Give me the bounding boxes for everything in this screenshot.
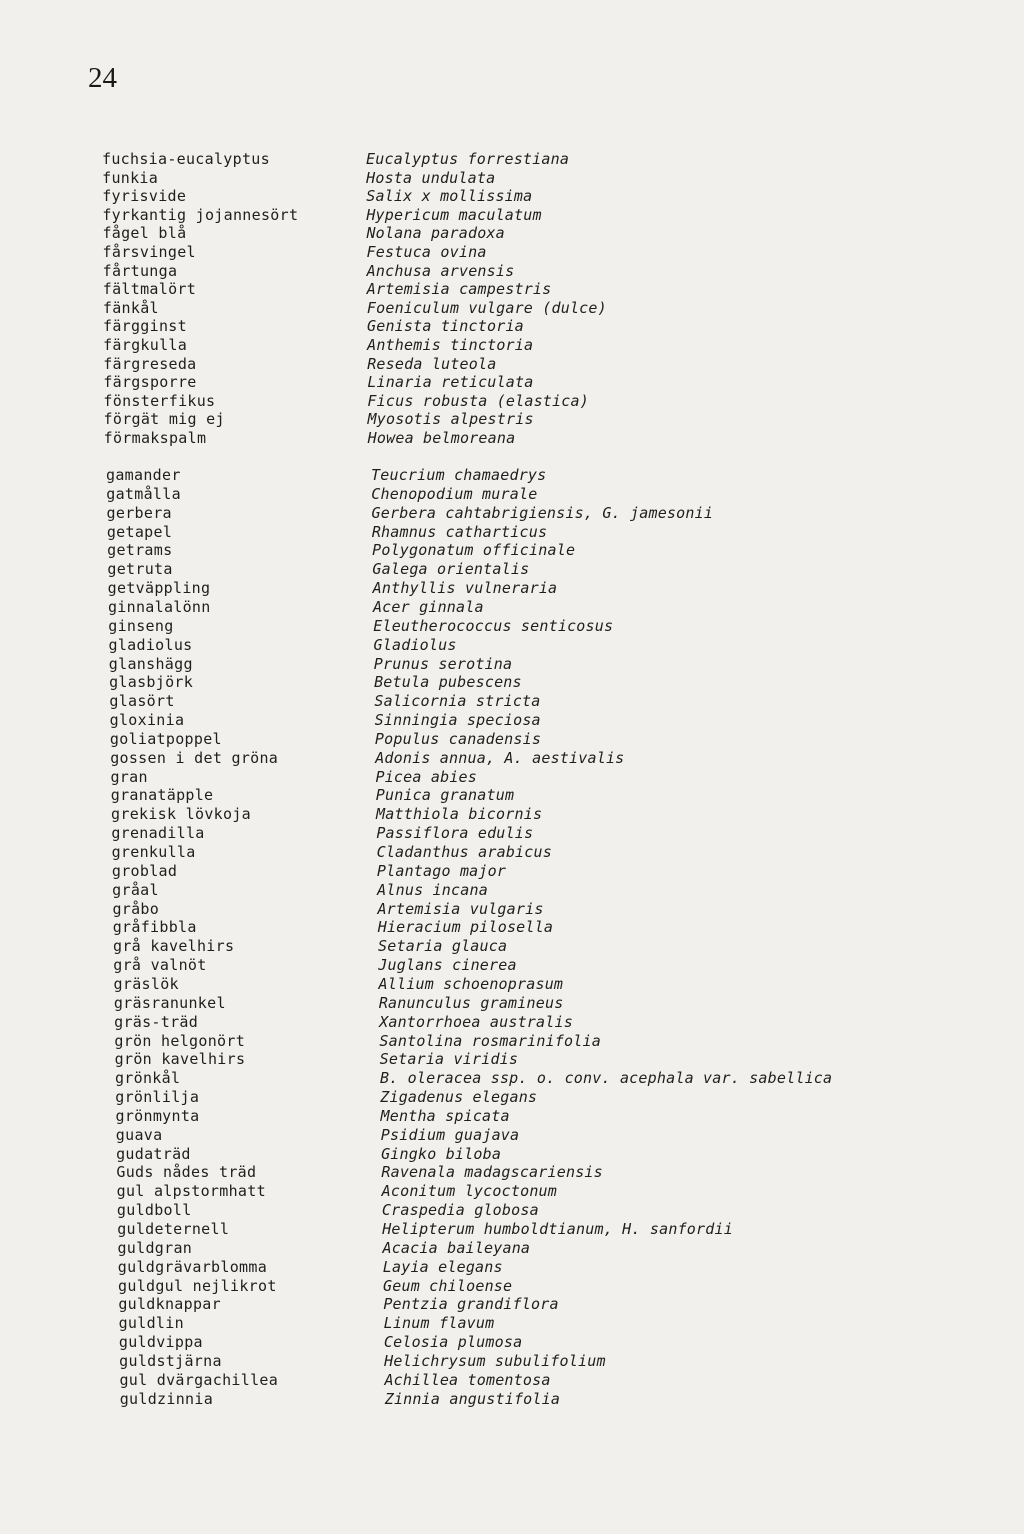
swedish-name: guldgrävarblomma (117, 1257, 268, 1276)
latin-name: Ranunculus gramineus (378, 993, 564, 1012)
swedish-name: fuchsia-eucalyptus (102, 150, 270, 168)
swedish-name: gräslök (113, 974, 179, 993)
latin-name: Genista tinctoria (366, 317, 524, 336)
latin-name: Juglans cinerea (378, 956, 517, 975)
latin-name: Chenopodium murale (371, 484, 538, 503)
swedish-name: förmakspalm (103, 429, 207, 447)
latin-name: Anthemis tinctoria (367, 336, 534, 354)
latin-name: Gladiolus (373, 635, 457, 654)
latin-name: Craspedia globosa (381, 1201, 539, 1220)
swedish-name: fårtunga (102, 261, 178, 280)
swedish-name: fyrisvide (102, 187, 187, 206)
swedish-name: fyrkantig jojannesört (102, 205, 299, 224)
swedish-name: funkia (102, 168, 159, 187)
swedish-name: grönkål (114, 1069, 181, 1088)
latin-name: Punica granatum (375, 786, 515, 805)
swedish-name: grön kavelhirs (114, 1050, 246, 1069)
latin-name: Layia elegans (382, 1257, 503, 1276)
latin-name: Zinnia angustifolia (384, 1389, 561, 1408)
swedish-name: grönmynta (115, 1106, 200, 1125)
swedish-name: färgkulla (103, 336, 188, 354)
swedish-name: grenadilla (111, 824, 205, 843)
swedish-name: guldzinnia (119, 1389, 214, 1408)
swedish-name: fågel blå (102, 224, 187, 243)
swedish-name: guava (115, 1125, 163, 1144)
latin-name: Hieracium pilosella (377, 918, 554, 937)
swedish-name: ginseng (108, 616, 174, 635)
latin-name: Polygonatum officinale (372, 541, 576, 560)
latin-name: Pentzia grandiflora (383, 1295, 559, 1314)
swedish-name: grå kavelhirs (113, 937, 235, 956)
latin-name: Anthyllis vulneraria (372, 579, 558, 598)
swedish-name: guldgran (117, 1238, 193, 1257)
latin-name: Santolina rosmarinifolia (379, 1031, 601, 1050)
latin-name: Eucalyptus forrestiana (366, 150, 570, 168)
latin-name: Populus canadensis (374, 729, 542, 748)
latin-name: Celosia plumosa (383, 1333, 523, 1352)
swedish-name: fönsterfikus (103, 391, 216, 410)
latin-name: Galega orientalis (372, 560, 530, 579)
swedish-name: gräs-träd (114, 1012, 199, 1031)
swedish-name: guldvippa (118, 1333, 203, 1352)
latin-name: Geum chiloense (383, 1276, 513, 1295)
latin-name: Salicornia stricta (374, 692, 541, 711)
latin-name: Gingko biloba (381, 1144, 502, 1163)
swedish-name: färgginst (102, 317, 187, 336)
swedish-name: gerbera (106, 503, 172, 522)
latin-name: Eleutherococcus senticosus (373, 616, 614, 635)
latin-name: Setaria viridis (379, 1050, 519, 1069)
swedish-name: ginnalalönn (107, 597, 211, 616)
latin-name: Zigadenus elegans (380, 1088, 538, 1107)
latin-name: Cladanthus arabicus (376, 843, 552, 861)
swedish-name: guldstjärna (119, 1351, 222, 1370)
latin-name: Howea belmoreana (367, 429, 516, 447)
swedish-name: fänkål (102, 298, 159, 317)
latin-name: Psidium guajava (380, 1125, 520, 1144)
swedish-name: gloxinia (109, 711, 185, 730)
latin-name: Picea abies (375, 767, 478, 786)
latin-name: Setaria glauca (378, 937, 508, 956)
latin-name: Helichrysum subulifolium (384, 1351, 606, 1370)
swedish-name: färgreseda (103, 354, 197, 373)
latin-name: Artemisia vulgaris (377, 899, 544, 918)
swedish-name: glanshägg (108, 654, 193, 673)
swedish-name: fältmalört (102, 280, 197, 299)
swedish-name: glasört (109, 692, 175, 711)
swedish-name: gossen i det gröna (110, 748, 279, 767)
swedish-name: fårsvingel (102, 243, 196, 261)
latin-name: Aconitum lycoctonum (381, 1182, 558, 1201)
latin-name: Linaria reticulata (367, 373, 534, 392)
swedish-name: gamander (106, 466, 181, 484)
latin-name: Nolana paradoxa (366, 224, 505, 243)
latin-name: Teucrium chamaedrys (371, 466, 547, 484)
swedish-name: guldgul nejlikrot (118, 1276, 277, 1295)
latin-name: Reseda luteola (367, 354, 497, 373)
latin-name: Salix x mollissima (366, 187, 533, 206)
latin-name: Anchusa arvensis (366, 261, 515, 280)
latin-name: Linum flavum (383, 1314, 495, 1333)
latin-name: Plantago major (376, 861, 507, 880)
swedish-name: grön helgonört (114, 1031, 246, 1050)
latin-name: Mentha spicata (380, 1106, 510, 1125)
swedish-name: goliatpoppel (109, 729, 222, 748)
swedish-name: gräsranunkel (113, 993, 226, 1012)
latin-name: Foeniculum vulgare (dulce) (366, 298, 607, 317)
swedish-name: guldknappar (118, 1295, 221, 1314)
latin-name: Allium schoenoprasum (378, 974, 564, 993)
latin-name: Betula pubescens (374, 673, 522, 692)
latin-name: Artemisia campestris (366, 280, 552, 299)
swedish-name: gudaträd (116, 1144, 191, 1163)
swedish-name: gul alpstormhatt (116, 1182, 266, 1201)
swedish-name: Guds nådes träd (116, 1163, 257, 1182)
swedish-name: getapel (106, 522, 173, 541)
swedish-name: gran (110, 767, 148, 786)
swedish-name: getväppling (107, 579, 211, 598)
swedish-name: gråfibbla (112, 918, 197, 937)
latin-name: Gerbera cahtabrigiensis, G. jamesonii (371, 503, 714, 522)
latin-name: Xantorrhoea australis (379, 1012, 573, 1031)
swedish-name: färgsporre (103, 373, 197, 392)
swedish-name: groblad (111, 861, 178, 880)
latin-name: Passiflora edulis (376, 824, 534, 843)
swedish-name: gul dvärgachillea (119, 1370, 279, 1389)
swedish-name: gråbo (112, 899, 160, 918)
latin-name: Ravenala madagscariensis (381, 1163, 603, 1182)
swedish-name: guldeternell (117, 1220, 230, 1238)
latin-name: Matthiola bicornis (376, 805, 543, 824)
swedish-name: grekisk lövkoja (111, 805, 251, 824)
swedish-name: granatäpple (110, 786, 214, 805)
latin-name: Acer ginnala (372, 597, 484, 616)
latin-name: Myosotis alpestris (367, 410, 534, 429)
swedish-name: grönlilja (115, 1088, 200, 1107)
swedish-name: guldlin (118, 1314, 184, 1333)
swedish-name: glasbjörk (109, 673, 194, 692)
latin-name: Festuca ovina (366, 243, 487, 261)
swedish-name: förgät mig ej (103, 410, 225, 429)
latin-name: Helipterum humboldtianum, H. sanfordii (382, 1220, 733, 1238)
latin-name: Alnus incana (377, 880, 488, 899)
swedish-name: getrams (107, 541, 173, 560)
swedish-name: grå valnöt (113, 956, 207, 975)
latin-name: Hosta undulata (366, 168, 496, 187)
swedish-name: gråal (112, 880, 159, 899)
latin-name: Ficus robusta (elastica) (367, 391, 589, 410)
latin-name: B. oleracea ssp. o. conv. acephala var. sabellica (379, 1069, 833, 1088)
latin-name: Adonis annua, A. aestivalis (375, 748, 625, 767)
latin-name: Rhamnus catharticus (371, 522, 548, 541)
swedish-name: guldboll (116, 1201, 192, 1220)
latin-name: Prunus serotina (373, 654, 513, 673)
latin-name: Acacia baileyana (382, 1238, 531, 1257)
swedish-name: gatmålla (106, 484, 181, 503)
latin-name: Achillea tomentosa (384, 1370, 551, 1389)
swedish-name: getruta (107, 560, 173, 579)
swedish-name: grenkulla (111, 843, 196, 861)
swedish-name: gladiolus (108, 635, 193, 654)
latin-name: Sinningia speciosa (374, 711, 541, 730)
latin-name: Hypericum maculatum (366, 205, 542, 224)
page-number: 24 (88, 62, 117, 94)
